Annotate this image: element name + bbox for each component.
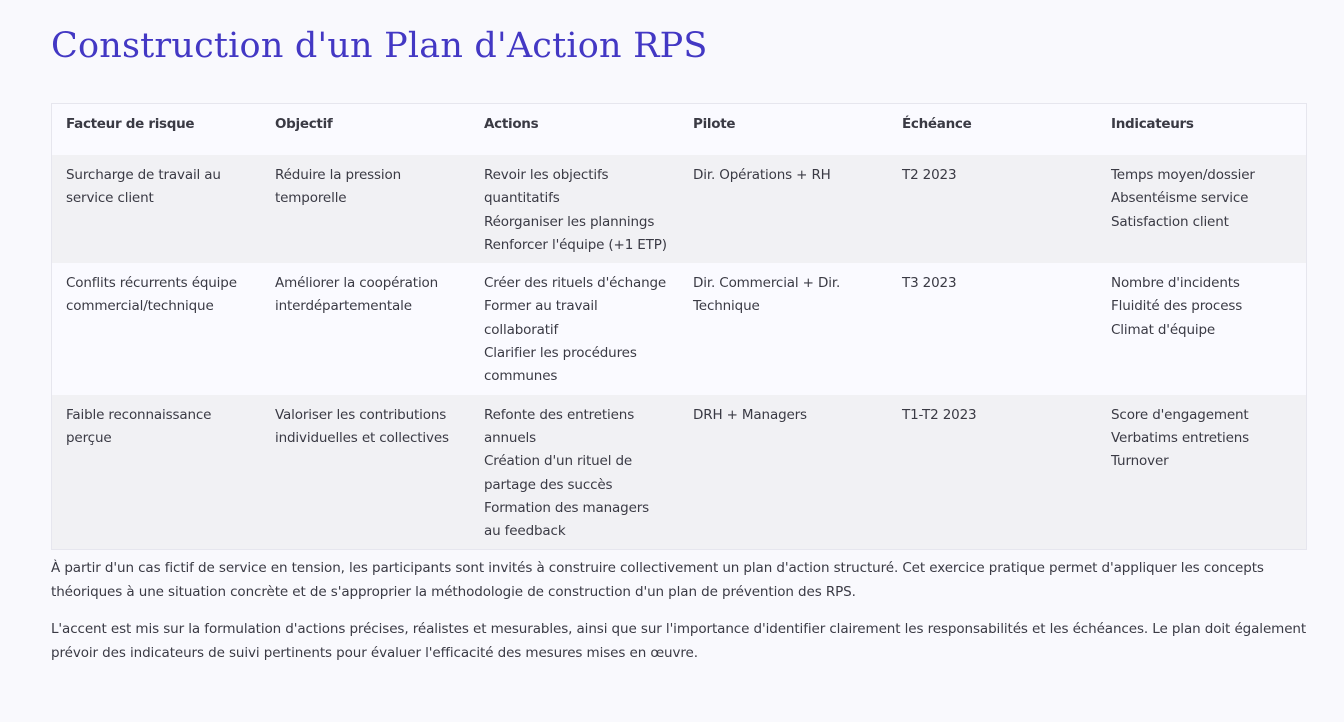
cell-pilot: DRH + Managers bbox=[693, 406, 807, 423]
cell-deadline: T1-T2 2023 bbox=[902, 406, 977, 423]
column-header-factor: Facteur de risque bbox=[66, 116, 195, 132]
indicator-item: Verbatims entretiens bbox=[1111, 429, 1250, 446]
indicator-item: Temps moyen/dossier bbox=[1111, 167, 1255, 183]
column-header-indicators: Indicateurs bbox=[1111, 116, 1194, 132]
cell-actions bbox=[470, 395, 679, 550]
cell-objective: Réduire la pression temporelle bbox=[275, 167, 402, 207]
indicator-item: Fluidité des process bbox=[1111, 298, 1243, 315]
column-header-deadline: Échéance bbox=[902, 116, 972, 132]
action-item: Former au travail collaboratif bbox=[484, 298, 598, 338]
cell-factor: Surcharge de travail au service client bbox=[66, 167, 221, 207]
action-plan-table bbox=[52, 104, 1306, 549]
cell-indicators bbox=[1097, 395, 1306, 550]
cell-deadline: T3 2023 bbox=[902, 275, 957, 292]
action-item: Revoir les objectifs quantitatifs bbox=[484, 167, 609, 207]
action-plan-table-container bbox=[51, 103, 1307, 550]
column-header-pilot: Pilote bbox=[693, 116, 736, 132]
indicator-item: Turnover bbox=[1111, 453, 1169, 470]
cell-deadline: T2 2023 bbox=[902, 167, 957, 183]
table-row bbox=[52, 395, 1306, 550]
cell-factor: Faible reconnaissance perçue bbox=[66, 406, 212, 446]
page-title: Construction d'un Plan d'Action RPS bbox=[51, 26, 708, 66]
action-item: Renforcer l'équipe (+1 ETP) bbox=[484, 236, 667, 253]
column-header-objective: Objectif bbox=[275, 116, 333, 132]
action-item: Clarifier les procédures communes bbox=[484, 345, 637, 385]
table-row bbox=[52, 155, 1306, 263]
indicator-item: Nombre d'incidents bbox=[1111, 275, 1240, 292]
description-paragraph: L'accent est mis sur la formulation d'actions précises, réalistes et mesurables, ainsi que sur l'importance d'identifier clairement les responsabilités et les échéances. Le plan doit également prévoir des indicateurs de suivi pertinents pour évaluer l'efficacité des mesures mises en œuvre. bbox=[51, 621, 1307, 661]
action-item: Formation des managers au feedback bbox=[484, 499, 650, 540]
action-item: Créer des rituels d'échange bbox=[484, 275, 667, 292]
cell-indicators bbox=[1097, 155, 1306, 263]
indicator-item: Climat d'équipe bbox=[1111, 321, 1216, 338]
cell-actions bbox=[470, 263, 679, 394]
action-item: Refonte des entretiens annuels bbox=[484, 406, 635, 446]
action-item: Création d'un rituel de partage des succès bbox=[484, 453, 633, 493]
indicator-item: Score d'engagement bbox=[1111, 406, 1249, 423]
cell-pilot: Dir. Opérations + RH bbox=[693, 167, 831, 183]
cell-pilot: Dir. Commercial + Dir. Technique bbox=[693, 275, 841, 315]
indicator-item: Absentéisme service bbox=[1111, 190, 1249, 207]
cell-objective: Valoriser les contributions individuelles et collectives bbox=[275, 406, 449, 446]
cell-indicators bbox=[1097, 263, 1306, 394]
description-paragraph: À partir d'un cas fictif de service en tension, les participants sont invités à construire collectivement un plan d'action structuré. Cet exercice pratique permet d'appliquer les concepts théoriques à une situation concrète et de s'approprier la méthodologie de construction d'un plan de prévention des RPS. bbox=[51, 560, 1264, 600]
table-header-row bbox=[52, 104, 1306, 155]
cell-objective: Améliorer la coopération interdépartementale bbox=[275, 275, 439, 315]
cell-actions bbox=[470, 155, 679, 263]
cell-factor: Conflits récurrents équipe commercial/technique bbox=[66, 275, 237, 315]
column-header-actions: Actions bbox=[484, 116, 539, 132]
table-row bbox=[52, 263, 1306, 394]
indicator-item: Satisfaction client bbox=[1111, 213, 1229, 230]
action-item: Réorganiser les plannings bbox=[484, 213, 655, 230]
